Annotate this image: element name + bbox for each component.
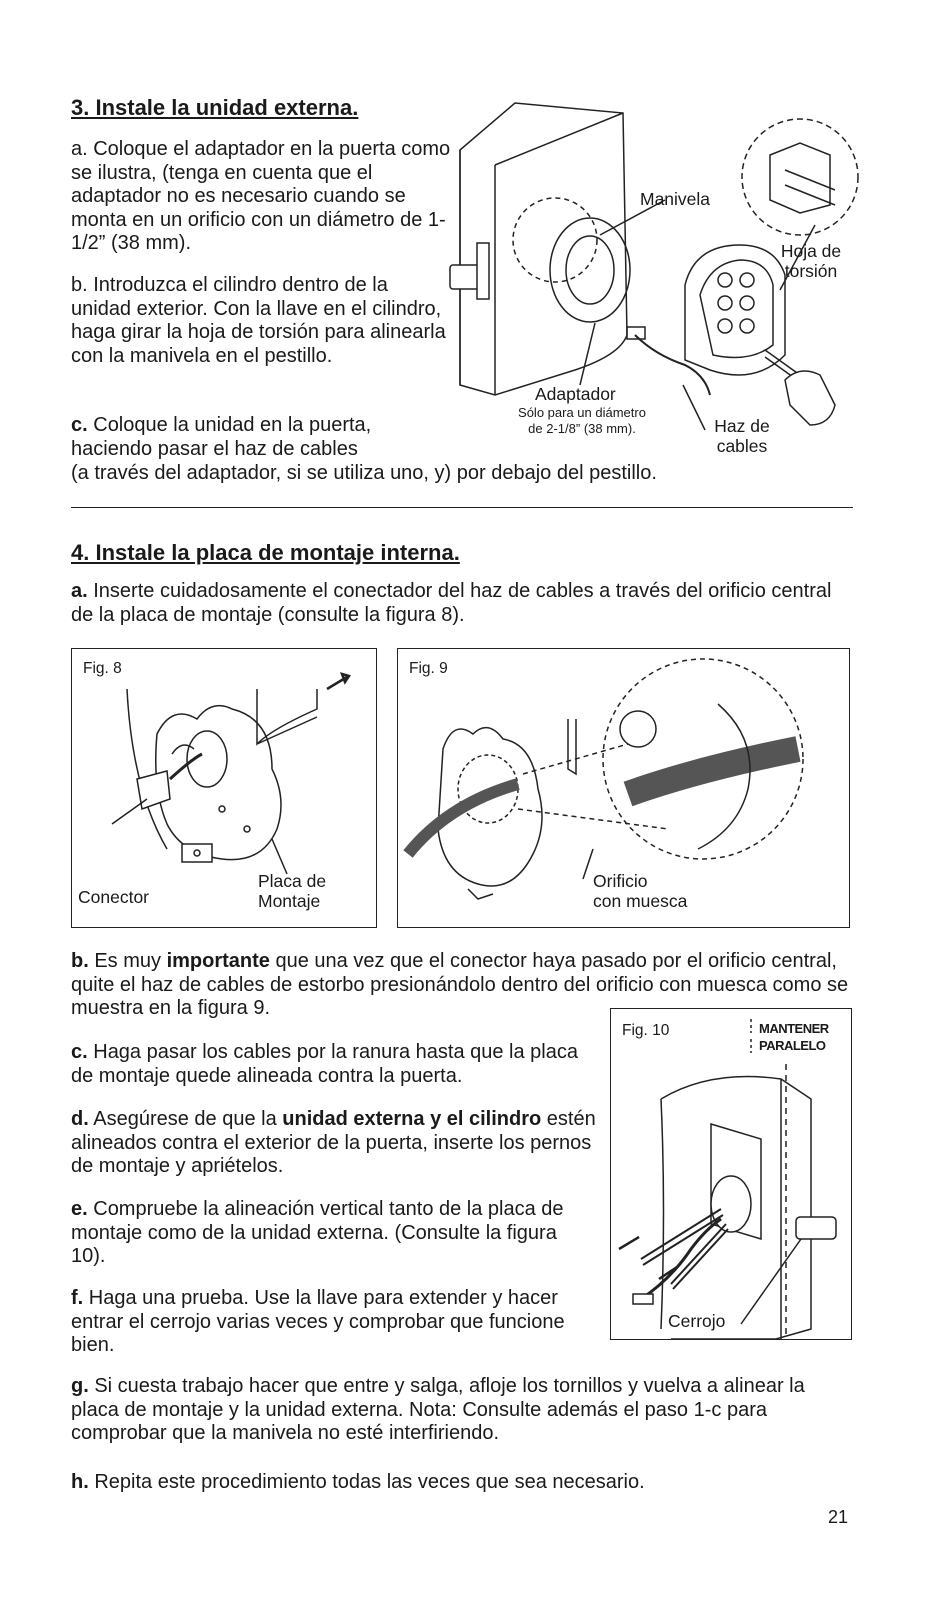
section4-step-d: d. Asegúrese de que la unidad externa y el cilindro estén alineados contra el exterior de la puerta, inserte los pernos de montaje y apriételos. <box>71 1108 596 1177</box>
fig9-tag: Fig. 9 <box>409 660 448 677</box>
section4-step-f: f. Haga una prueba. Use la llave para extender y hacer entrar el cerrojo varias veces y comprobar que funcione bien. <box>71 1287 565 1356</box>
section4-step-c: c. Haga pasar los cables por la ranura hasta que la placa de montaje quede alineada contra la puerta. <box>71 1041 578 1087</box>
page-number: 21 <box>828 1507 849 1527</box>
section4-step-a: a. Inserte cuidadosamente el conectador del haz de cables a través del orificio central de la placa de montaje (consulte la figura 8). <box>71 580 832 626</box>
section3-step-c: c. Coloque la unidad en la puerta, haciendo pasar el haz de cables (a través del adaptador, si se utiliza uno, y) por debajo del pestillo. <box>71 414 657 484</box>
label-haz-cables: Haz de cables <box>714 416 770 456</box>
fig10-label-mantener-paralelo: MANTENER PARALELO <box>759 1021 829 1053</box>
fig10-drawing <box>611 1009 851 1339</box>
fig8-box <box>71 648 377 928</box>
section3-heading: 3. Instale la unidad externa. <box>71 95 359 120</box>
label-adaptador: Adaptador <box>535 384 616 404</box>
fig8-label-placa: Placa de Montaje <box>258 871 327 911</box>
fig9-box <box>397 648 850 928</box>
label-adaptador-note: Sólo para un diámetro de 2-1/8” (38 mm). <box>518 405 646 436</box>
fig10-box <box>610 1008 852 1340</box>
section-divider <box>71 507 853 508</box>
label-hoja-torsion: Hoja de torsión <box>780 241 842 281</box>
fig9-label-orificio: Orificio con muesca <box>593 871 688 911</box>
section4-heading: 4. Instale la placa de montaje interna. <box>71 540 460 565</box>
section3-step-a: a. Coloque el adaptador en la puerta como se ilustra, (tenga en cuenta que el adaptador no es necesario cuando se monta en un orificio con un diámetro de 1-1/2” (38 mm). <box>71 138 451 254</box>
section3-step-b: b. Introduzca el cilindro dentro de la unidad exterior. Con la llave en el cilindro, haga girar la hoja de torsión para alinearla con la manivela en el pestillo. <box>71 274 446 367</box>
fig8-tag: Fig. 8 <box>83 660 122 677</box>
fig8-drawing <box>72 649 376 927</box>
section4-step-e: e. Compruebe la alineación vertical tanto de la placa de montaje como de la unidad externa. (Consulte la figura 10). <box>71 1198 564 1267</box>
exterior-unit-figure <box>455 95 855 465</box>
section4-step-b: b. Es muy importante que una vez que el conector haya pasado por el orificio central, quite el haz de cables de estorbo presionándolo dentro del orificio con muesca como se muestra en la figura 9. <box>71 950 849 1019</box>
label-manivela: Manivela <box>640 189 711 209</box>
section4-step-g: g. Si cuesta trabajo hacer que entre y salga, afloje los tornillos y vuelva a alinear la placa de montaje y la unidad externa. Nota: Consulte además el paso 1-c para comprobar que la manivela no esté interfiriendo. <box>71 1375 805 1444</box>
section4-step-h: h. Repita este procedimiento todas las veces que sea necesario. <box>71 1471 645 1493</box>
fig10-label-cerrojo: Cerrojo <box>668 1311 726 1331</box>
fig10-tag: Fig. 10 <box>622 1022 670 1039</box>
fig8-label-conector: Conector <box>78 887 150 907</box>
